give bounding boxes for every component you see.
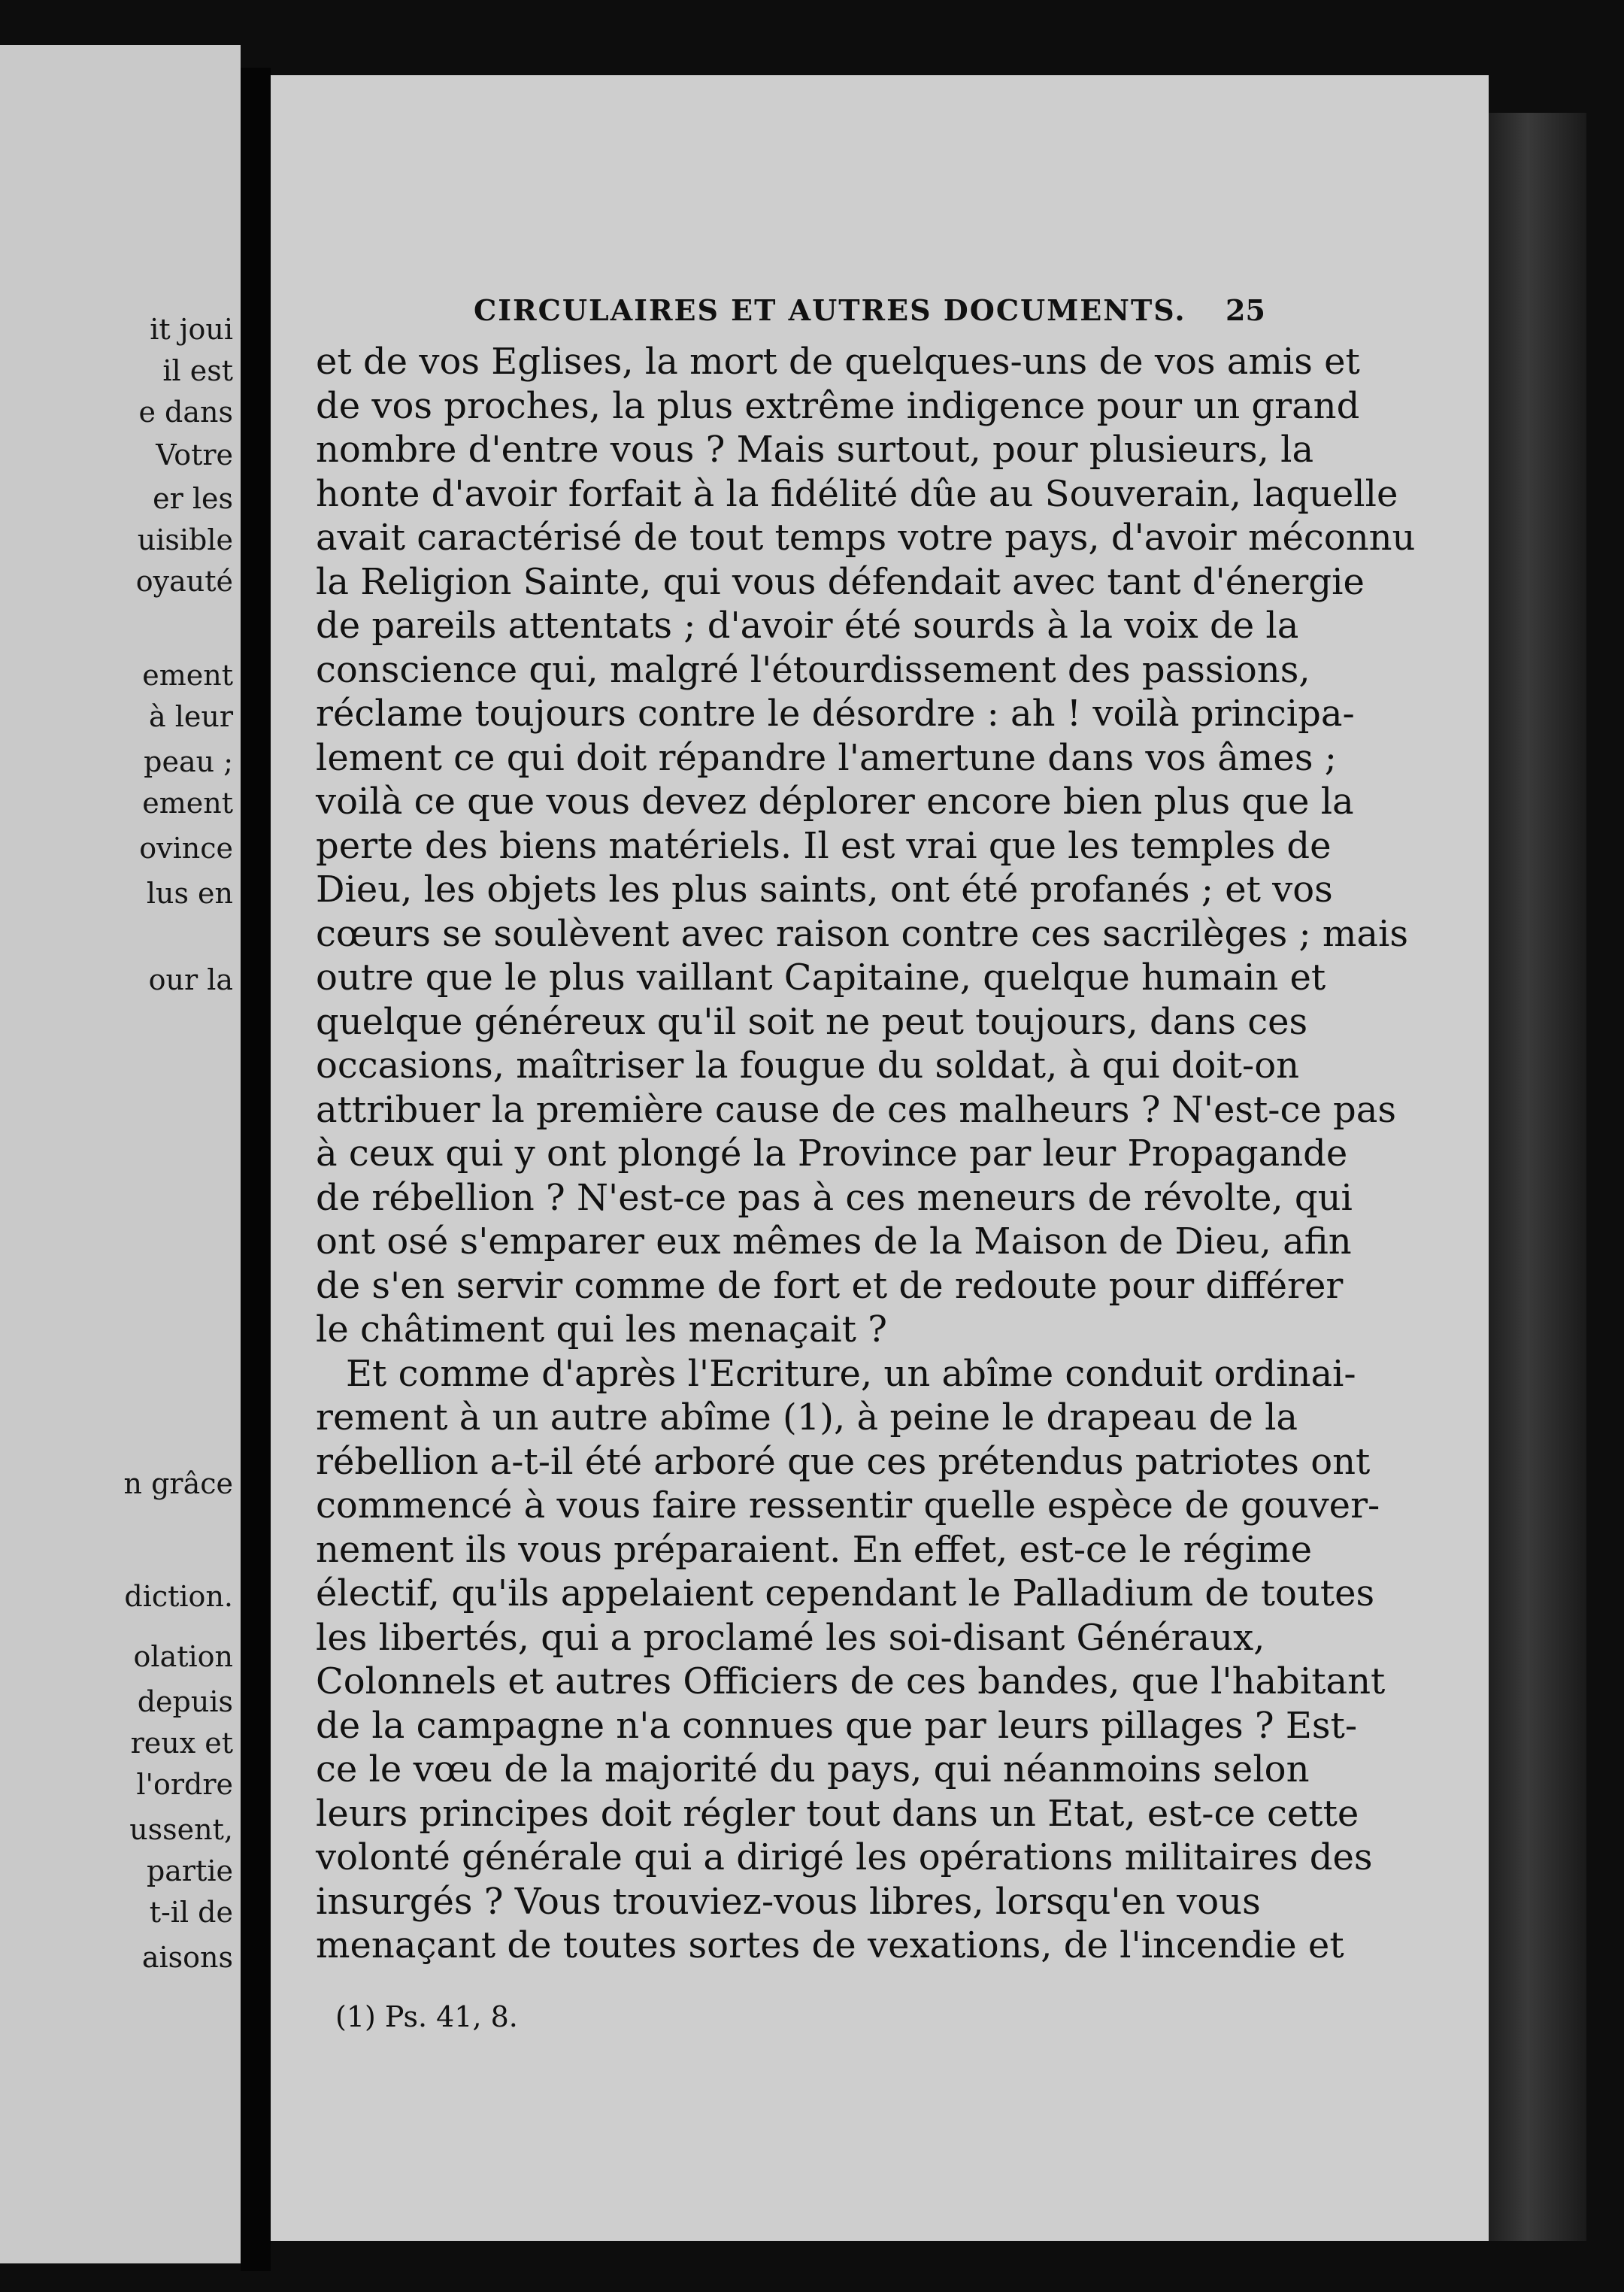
text-line: de rébellion ? N'est-ce pas à ces meneurs de révolte, qui <box>316 1176 1353 1219</box>
text-line: occasions, maîtriser la fougue du soldat, à qui doit-on <box>316 1044 1299 1087</box>
facing-page-line: l'ordre <box>136 1768 233 1801</box>
facing-page-line: partie <box>146 1854 233 1887</box>
facing-page-line: aisons <box>141 1941 233 1974</box>
text-line: rébellion a-t-il été arboré que ces prétendus patriotes ont <box>316 1440 1371 1483</box>
text-line: Dieu, les objets les plus saints, ont été profanés ; et vos <box>316 869 1333 911</box>
facing-page-line: er les <box>153 482 233 515</box>
facing-page-line: n grâce <box>123 1467 233 1500</box>
facing-page-line: ussent, <box>129 1813 233 1846</box>
text-line: les libertés, qui a proclamé les soi-disant Généraux, <box>316 1616 1265 1659</box>
text-line: et de vos Eglises, la mort de quelques-uns de vos amis et <box>316 341 1360 383</box>
text-line: leurs principes doit régler tout dans un Etat, est-ce cette <box>316 1792 1359 1835</box>
text-line: commencé à vous faire ressentir quelle espèce de gouver- <box>316 1484 1380 1526</box>
page-number: 25 <box>1226 293 1265 327</box>
text-line: ce le vœu de la majorité du pays, qui néanmoins selon <box>316 1748 1310 1790</box>
facing-page-line: it joui <box>150 313 233 346</box>
text-line: Et comme d'après l'Ecriture, un abîme conduit ordinai- <box>346 1352 1356 1395</box>
facing-page-line: e dans <box>138 396 233 429</box>
text-line: outre que le plus vaillant Capitaine, quelque humain et <box>316 957 1326 999</box>
facing-page-line: diction. <box>124 1580 233 1613</box>
facing-page-line: t-il de <box>149 1896 233 1929</box>
book-page <box>271 75 1489 2241</box>
text-line: quelque généreux qu'il soit ne peut toujours, dans ces <box>316 1000 1308 1043</box>
text-line: lement ce qui doit répandre l'amertune dans vos âmes ; <box>316 736 1337 779</box>
text-line: nement ils vous préparaient. En effet, est-ce le régime <box>316 1528 1312 1571</box>
facing-page-line: ement <box>142 659 233 692</box>
text-line: cœurs se soulèvent avec raison contre ces sacrilèges ; mais <box>316 912 1409 955</box>
facing-page-line: our la <box>148 963 233 996</box>
facing-page-line: oyauté <box>135 565 233 598</box>
footnote: (1) Ps. 41, 8. <box>335 2000 518 2033</box>
text-line: nombre d'entre vous ? Mais surtout, pour plusieurs, la <box>316 429 1314 471</box>
facing-page-line: à leur <box>148 700 233 733</box>
text-line: perte des biens matériels. Il est vrai que les temples de <box>316 824 1332 867</box>
facing-page-line: ement <box>142 787 233 820</box>
text-line: de s'en servir comme de fort et de redoute pour différer <box>316 1264 1344 1307</box>
text-line: la Religion Sainte, qui vous défendait avec tant d'énergie <box>316 560 1365 603</box>
book-gutter <box>241 68 271 2271</box>
facing-page-line: ovince <box>139 832 233 865</box>
text-line: conscience qui, malgré l'étourdissement des passions, <box>316 648 1310 691</box>
facing-page-line: lus en <box>146 877 233 910</box>
text-line: Colonnels et autres Officiers de ces bandes, que l'habitant <box>316 1660 1386 1702</box>
text-line: le châtiment qui les menaçait ? <box>316 1308 887 1351</box>
page-header <box>271 293 1489 338</box>
text-line: de pareils attentats ; d'avoir été sourds à la voix de la <box>316 605 1299 647</box>
page-stack-edge <box>1489 113 1586 2241</box>
facing-page-line: olation <box>133 1640 233 1673</box>
facing-page-line: reux et <box>130 1727 233 1760</box>
text-line: rement à un autre abîme (1), à peine le drapeau de la <box>316 1396 1298 1439</box>
running-head: CIRCULAIRES ET AUTRES DOCUMENTS. <box>474 293 1186 327</box>
body-text <box>316 340 1489 1968</box>
text-line: honte d'avoir forfait à la fidélité dûe au Souverain, laquelle <box>316 472 1398 515</box>
text-line: électif, qu'ils appelaient cependant le Palladium de toutes <box>316 1572 1375 1614</box>
facing-page-line: Votre <box>156 438 233 471</box>
text-line: menaçant de toutes sortes de vexations, de l'incendie et <box>316 1924 1344 1966</box>
text-line: volonté générale qui a dirigé les opérations militaires des <box>316 1836 1373 1878</box>
text-line: insurgés ? Vous trouviez-vous libres, lorsqu'en vous <box>316 1880 1261 1923</box>
text-line: avait caractérisé de tout temps votre pays, d'avoir méconnu <box>316 517 1416 559</box>
text-line: attribuer la première cause de ces malheurs ? N'est-ce pas <box>316 1088 1397 1131</box>
facing-page-line: il est <box>162 354 233 387</box>
facing-page-fragment <box>0 45 241 2263</box>
text-line: ont osé s'emparer eux mêmes de la Maison de Dieu, afin <box>316 1220 1352 1263</box>
text-line: de la campagne n'a connues que par leurs pillages ? Est- <box>316 1704 1358 1747</box>
facing-page-line: depuis <box>137 1685 233 1718</box>
text-line: réclame toujours contre le désordre : ah ! voilà principa- <box>316 693 1355 735</box>
facing-page-line: peau ; <box>144 745 233 778</box>
text-line: voilà ce que vous devez déplorer encore bien plus que la <box>316 781 1354 823</box>
facing-page-line: uisible <box>137 523 233 556</box>
text-line: à ceux qui y ont plongé la Province par leur Propagande <box>316 1132 1348 1175</box>
text-line: de vos proches, la plus extrême indigence pour un grand <box>316 384 1360 427</box>
